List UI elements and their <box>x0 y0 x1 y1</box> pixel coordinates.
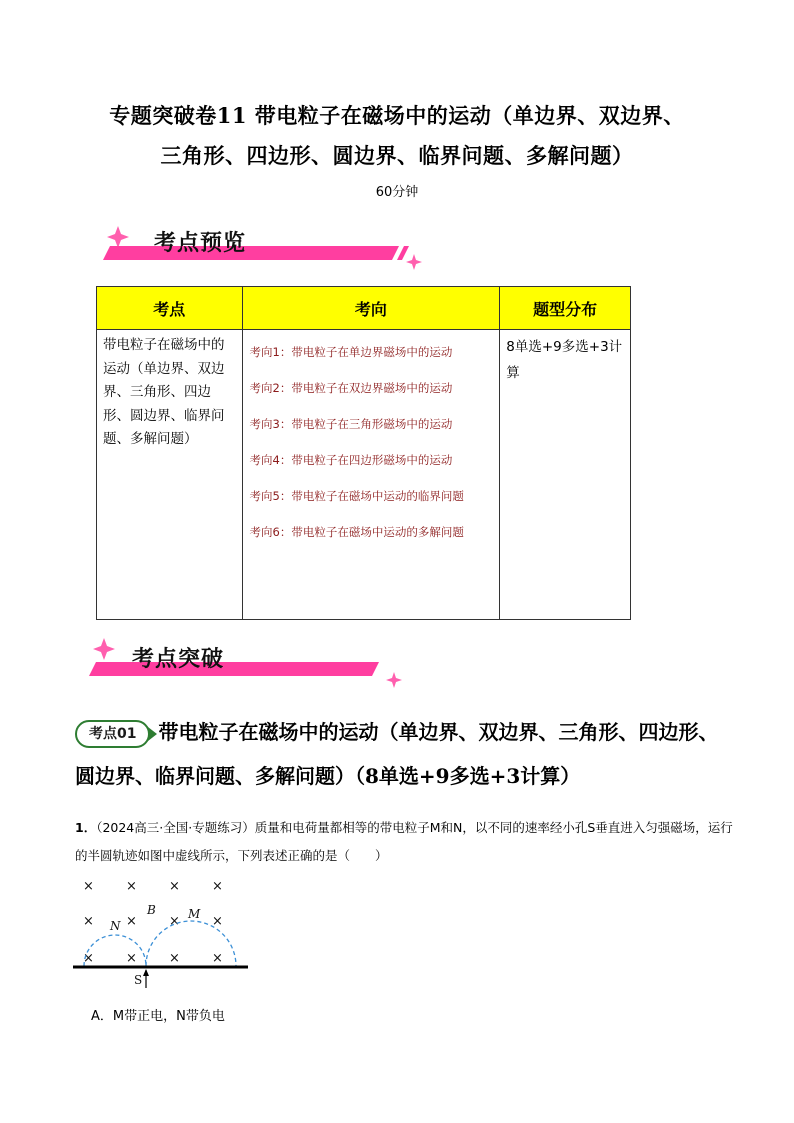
table-header-point: 考点 <box>97 287 243 330</box>
direction-item: 考向1：带电粒子在单边界磁场中的运动 <box>249 345 453 359</box>
question-number: 1． <box>75 820 97 835</box>
table-header-direction: 考向 <box>242 287 500 330</box>
field-cross-icon: × <box>83 879 94 894</box>
distribution-text: 8单选+9多选+3计算 <box>506 339 623 381</box>
table-header-distribution: 题型分布 <box>500 287 631 330</box>
point-text: 带电粒子在磁场中的运动（单边界、双边界、三角形、四边形、圆边界、临界问题、多解问题） <box>103 337 225 447</box>
section-heading <box>75 710 735 798</box>
table-cell-directions <box>242 330 500 620</box>
direction-item: 考向2：带电粒子在双边界磁场中的运动 <box>249 381 453 395</box>
magnetic-field-figure <box>70 870 260 990</box>
field-cross-icon: × <box>169 879 180 894</box>
direction-item: 考向5：带电粒子在磁场中运动的临界问题 <box>249 489 464 503</box>
outline-table <box>96 286 631 620</box>
question-source: （2024高三·全国·专题练习） <box>96 820 255 835</box>
label-M: M <box>188 907 201 921</box>
field-cross-icon: × <box>126 914 137 929</box>
field-cross-icon: × <box>126 951 137 966</box>
direction-item: 考向6：带电粒子在磁场中运动的多解问题 <box>249 525 464 539</box>
label-S: S <box>134 973 143 987</box>
document-title <box>40 96 754 176</box>
field-cross-icon: × <box>83 951 94 966</box>
label-N: N <box>110 919 121 933</box>
section-badge-label: 考点01 <box>89 725 137 742</box>
section-badge <box>75 720 150 748</box>
badge-arrow-icon <box>148 727 157 741</box>
question-text: 质量和电荷量都相等的带电粒子M和N，以不同的速率经小孔S垂直进入匀强磁场，运行的半圆轨迹如图中虚线所示，下列表述正确的是（ ） <box>75 820 733 863</box>
field-cross-icon: × <box>212 879 223 894</box>
duration-text: 60分钟 <box>375 185 419 200</box>
table-cell-point <box>97 330 243 620</box>
table-cell-distribution <box>500 330 631 620</box>
field-cross-icon: × <box>212 951 223 966</box>
field-cross-icon: × <box>83 914 94 929</box>
direction-item: 考向3：带电粒子在三角形磁场中的运动 <box>249 417 453 431</box>
field-cross-icon: × <box>126 879 137 894</box>
field-cross-icon: × <box>169 951 180 966</box>
preview-banner-label: 考点预览 <box>154 231 247 256</box>
option-a[interactable]: A．M带正电，N带负电 <box>91 1009 225 1024</box>
breakthrough-banner <box>86 636 426 688</box>
title-line-2: 三角形、四边形、圆边界、临界问题、多解问题） <box>160 143 634 168</box>
direction-item: 考向4：带电粒子在四边形磁场中的运动 <box>249 453 453 467</box>
label-B: B <box>147 903 156 917</box>
title-line-1: 专题突破卷11 带电粒子在磁场中的运动（单边界、双边界、 <box>109 103 685 128</box>
field-cross-icon: × <box>169 914 180 929</box>
preview-banner <box>96 220 436 272</box>
breakthrough-banner-label: 考点突破 <box>132 647 225 672</box>
section-heading-text: 带电粒子在磁场中的运动（单边界、双边界、三角形、四边形、圆边界、临界问题、多解问题）（8单选+9多选+3计算） <box>75 720 719 788</box>
question-1 <box>75 814 745 870</box>
field-cross-icon: × <box>212 914 223 929</box>
banner-decoration-icon <box>96 220 436 272</box>
